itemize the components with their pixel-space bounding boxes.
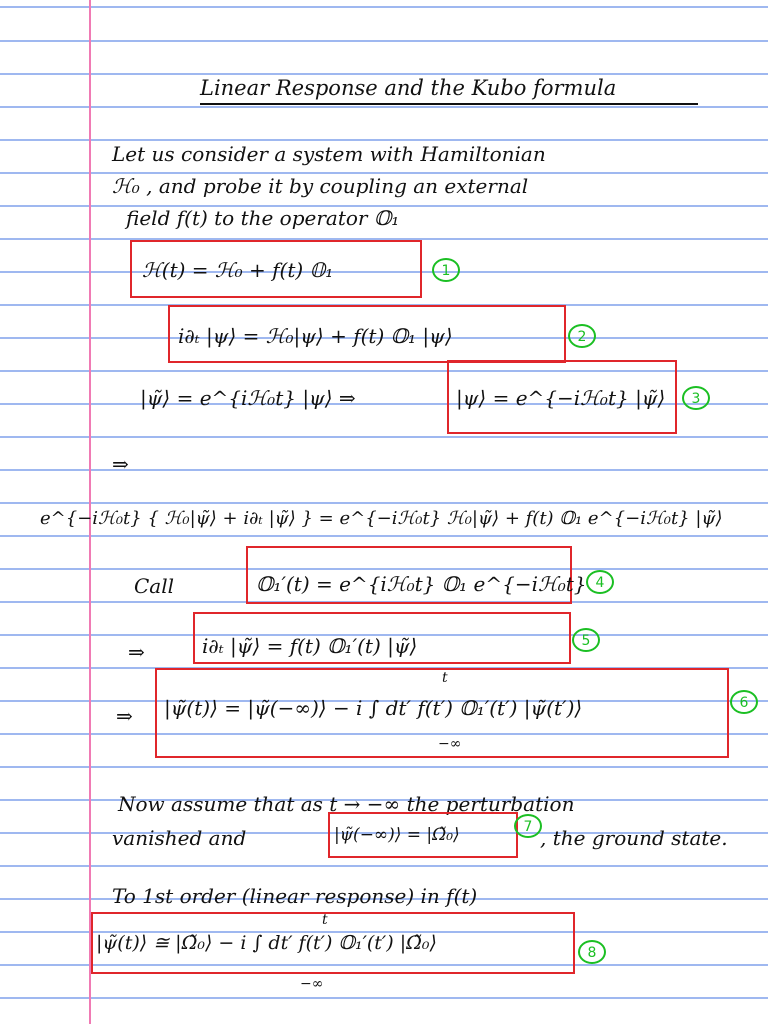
equation-2: i∂ₜ |ψ⟩ = ℋ₀|ψ⟩ + f(t) 𝕆₁ |ψ⟩ bbox=[178, 324, 453, 348]
equation-number-6: 6 bbox=[730, 690, 758, 714]
intro-line-3: field f(t) to the operator 𝕆₁ bbox=[126, 206, 400, 230]
equation-4: 𝕆₁′(t) = e^{iℋ₀t} 𝕆₁ e^{−iℋ₀t} bbox=[256, 572, 587, 596]
equation-7: |ψ̃(−∞)⟩ = |Ω̃₀⟩ bbox=[334, 825, 460, 845]
equation-5: i∂ₜ |ψ̃⟩ = f(t) 𝕆₁′(t) |ψ̃⟩ bbox=[202, 634, 418, 658]
equation-number-1: 1 bbox=[432, 258, 460, 282]
equation-6: |ψ̃(t)⟩ = |ψ̃(−∞)⟩ − i ∫ dt′ f(t′) 𝕆₁′(t′) |ψ̃(t′)⟩ bbox=[164, 696, 583, 720]
page-title: Linear Response and the Kubo formula bbox=[200, 76, 617, 100]
equation-number-8: 8 bbox=[578, 940, 606, 964]
integral-upper-limit-6: t bbox=[442, 670, 448, 686]
implies-arrow-3: ⇒ bbox=[116, 704, 133, 728]
equation-number-7: 7 bbox=[514, 814, 542, 838]
title-underline bbox=[200, 103, 698, 105]
first-order-line: To 1st order (linear response) in f(t) bbox=[112, 884, 478, 908]
equation-3: |ψ⟩ = e^{−iℋ₀t} |ψ̃⟩ bbox=[456, 386, 666, 410]
equation-3-left: |ψ̃⟩ = e^{iℋ₀t} |ψ⟩ ⇒ bbox=[140, 386, 356, 410]
assume-line-2a: vanished and bbox=[112, 826, 247, 850]
intro-line-1: Let us consider a system with Hamiltonian bbox=[112, 142, 546, 166]
equation-number-3: 3 bbox=[682, 386, 710, 410]
assume-line-2b: , the ground state. bbox=[540, 826, 728, 850]
integral-lower-limit-6: −∞ bbox=[438, 736, 462, 752]
implies-arrow-1: ⇒ bbox=[112, 452, 129, 476]
assume-line-1: Now assume that as t → −∞ the perturbation bbox=[118, 792, 575, 816]
equation-number-5: 5 bbox=[572, 628, 600, 652]
equation-number-4: 4 bbox=[586, 570, 614, 594]
equation-1: ℋ(t) = ℋ₀ + f(t) 𝕆₁ bbox=[142, 258, 334, 282]
intro-line-2: ℋ₀ , and probe it by coupling an external bbox=[112, 174, 529, 198]
implies-arrow-2: ⇒ bbox=[128, 640, 145, 664]
call-label: Call bbox=[134, 574, 175, 598]
integral-upper-limit-8: t bbox=[322, 912, 328, 928]
equation-long: e^{−iℋ₀t} { ℋ₀|ψ̃⟩ + i∂ₜ |ψ̃⟩ } = e^{−iℋ₀t} ℋ₀|ψ̃⟩ + f(t) 𝕆₁ e^{−iℋ₀t} |ψ̃⟩ bbox=[40, 508, 723, 529]
equation-number-2: 2 bbox=[568, 324, 596, 348]
equation-8: |ψ̃(t)⟩ ≅ |Ω̃₀⟩ − i ∫ dt′ f(t′) 𝕆₁′(t′) |Ω̃₀⟩ bbox=[96, 932, 437, 954]
integral-lower-limit-8: −∞ bbox=[300, 976, 324, 992]
